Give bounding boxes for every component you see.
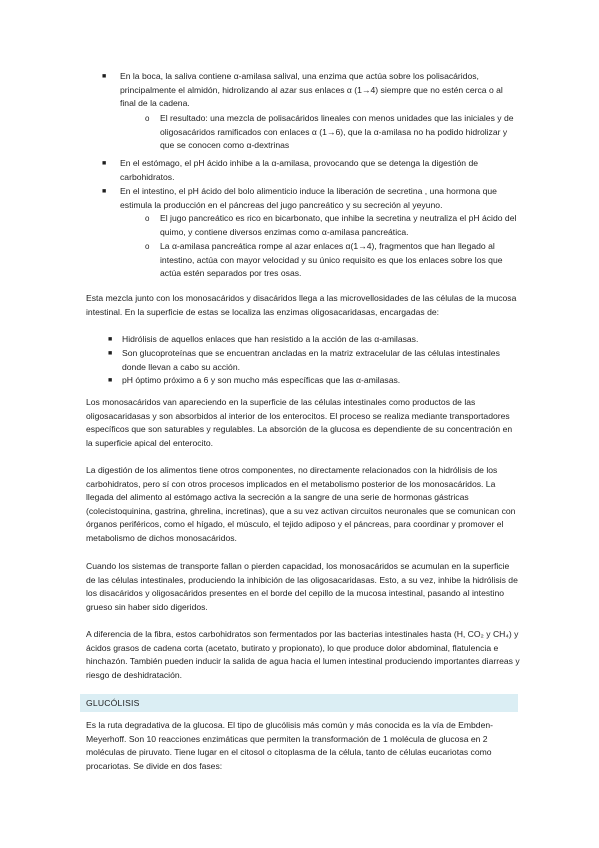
paragraph: A diferencia de la fibra, estos carbohidratos son fermentados por las bacterias intestinales hasta (H, CO₂ y CH₄) y ácidos grasos de cadena corta (acetato, butirato y propionato), lo que produce dolor abdominal, flatulencia e hinchazón. También pueden inducir la salida de agua hacia el lumen intestinal produciendo importantes diarreas y riesgo de deshidratación. (86, 629, 520, 680)
list-item: pH óptimo próximo a 6 y son mucho más específicas que las α-amilasas. (122, 375, 401, 385)
bullet-marker: ■ (102, 188, 107, 195)
list-item: Son glucoproteínas que se encuentran ancladas en la matriz extracelular de las células intestinales donde llevan a cabo su acción. (122, 348, 500, 372)
bullet-marker: ■ (108, 350, 113, 357)
bullet-marker: ■ (108, 336, 113, 343)
bullet-marker: ■ (102, 160, 107, 167)
list-item: En la boca, la saliva contiene α-amilasa salival, una enzima que actúa sobre los polisacáridos, principalmente el almidón, hidrolizando al azar sus enlaces α (1→4) siempre que no estén cerca o al final de la cadena. (120, 71, 503, 109)
list-item: El resultado: una mezcla de polisacáridos lineales con menos unidades que las iniciales y de oligosacáridos ramificados con enlaces α (1→6), que la α-amilasa no ha podido hidrolizar y que se conocen como α-dextrinas (160, 113, 514, 151)
list-item: Hidrólisis de aquellos enlaces que han resistido a la acción de las α-amilasas. (122, 334, 419, 344)
sub-bullet-marker: o (145, 242, 150, 251)
bullet-marker: ■ (102, 73, 107, 80)
sub-bullet-marker: o (145, 214, 150, 223)
list-item: En el estómago, el pH ácido inhibe a la α-amilasa, provocando que se detenga la digestión de carbohidratos. (120, 158, 479, 182)
sub-bullet-marker: o (145, 114, 150, 123)
paragraph: Esta mezcla junto con los monosacáridos y disacáridos llega a las microvellosidades de las células de la mucosa intestinal. En la superficie de estas se localiza las enzimas oligosacaridasas, encargadas de: (86, 293, 517, 317)
bullet-marker: ■ (108, 377, 113, 384)
paragraph: Es la ruta degradativa de la glucosa. El tipo de glucólisis más común y más conocida es la vía de Embden-Meyerhoff. Son 10 reacciones enzimáticas que permiten la transformación de 1 molécula de glucosa en 2 moléculas de piruvato. Tiene lugar en el citosol o citoplasma de la célula, tanto de células eucariotas como procariotas. Se divide en dos fases: (86, 720, 493, 771)
list-item: El jugo pancreático es rico en bicarbonato, que inhibe la secretina y neutraliza el pH ácido del quimo, y contiene diversos enzimas como α-amilasa pancreática. (160, 213, 517, 237)
list-item: En el intestino, el pH ácido del bolo alimenticio induce la liberación de secretina , una hormona que estimula la producción en el páncreas del jugo pancreático y su secreción al yeyuno. (120, 186, 497, 210)
section-heading-bar (80, 694, 518, 712)
list-item: La α-amilasa pancreática rompe al azar enlaces α(1→4), fragmentos que han llegado al intestino, actúa con mayor velocidad y su único requisito es que los enlaces sobre los que actúa estén separados por tres osas. (160, 241, 503, 279)
section-heading: GLUCÓLISIS (86, 698, 140, 708)
paragraph: Los monosacáridos van apareciendo en la superficie de las células intestinales como productos de las oligosacaridasas y son absorbidos al interior de los enterocitos. El proceso se realiza mediante transportadores específicos que son saturables y regulables. La absorción de la glucosa es dependiente de su concentración en la superficie apical del enterocito. (86, 397, 513, 448)
paragraph: Cuando los sistemas de transporte fallan o pierden capacidad, los monosacáridos se acumulan en la superficie de las células intestinales, produciendo la inhibición de las oligosacaridasas. Esto, a su vez, inhibe la hidrólisis de los disacáridos y oligosacáridos presentes en el borde del cepillo de la mucosa intestinal, pasando al intestino grueso sin haber sido digeridos. (86, 561, 518, 612)
paragraph: La digestión de los alimentos tiene otros componentes, no directamente relacionados con la hidrólisis de los carbohidratos, pero sí con otros procesos implicados en el metabolismo posterior de los monosacáridos. La llegada del alimento al estómago activa la secreción a la sangre de una serie de hormonas gástricas (colecistoquinina, gastrina, ghrelina, incretinas), que a su vez activan circuitos neuronales que se comunican con órganos periféricos, como el hígado, el músculo, el tejido adiposo y el páncreas, para coordinar y promover el metabolismo de dichos monosacáridos. (86, 465, 516, 543)
